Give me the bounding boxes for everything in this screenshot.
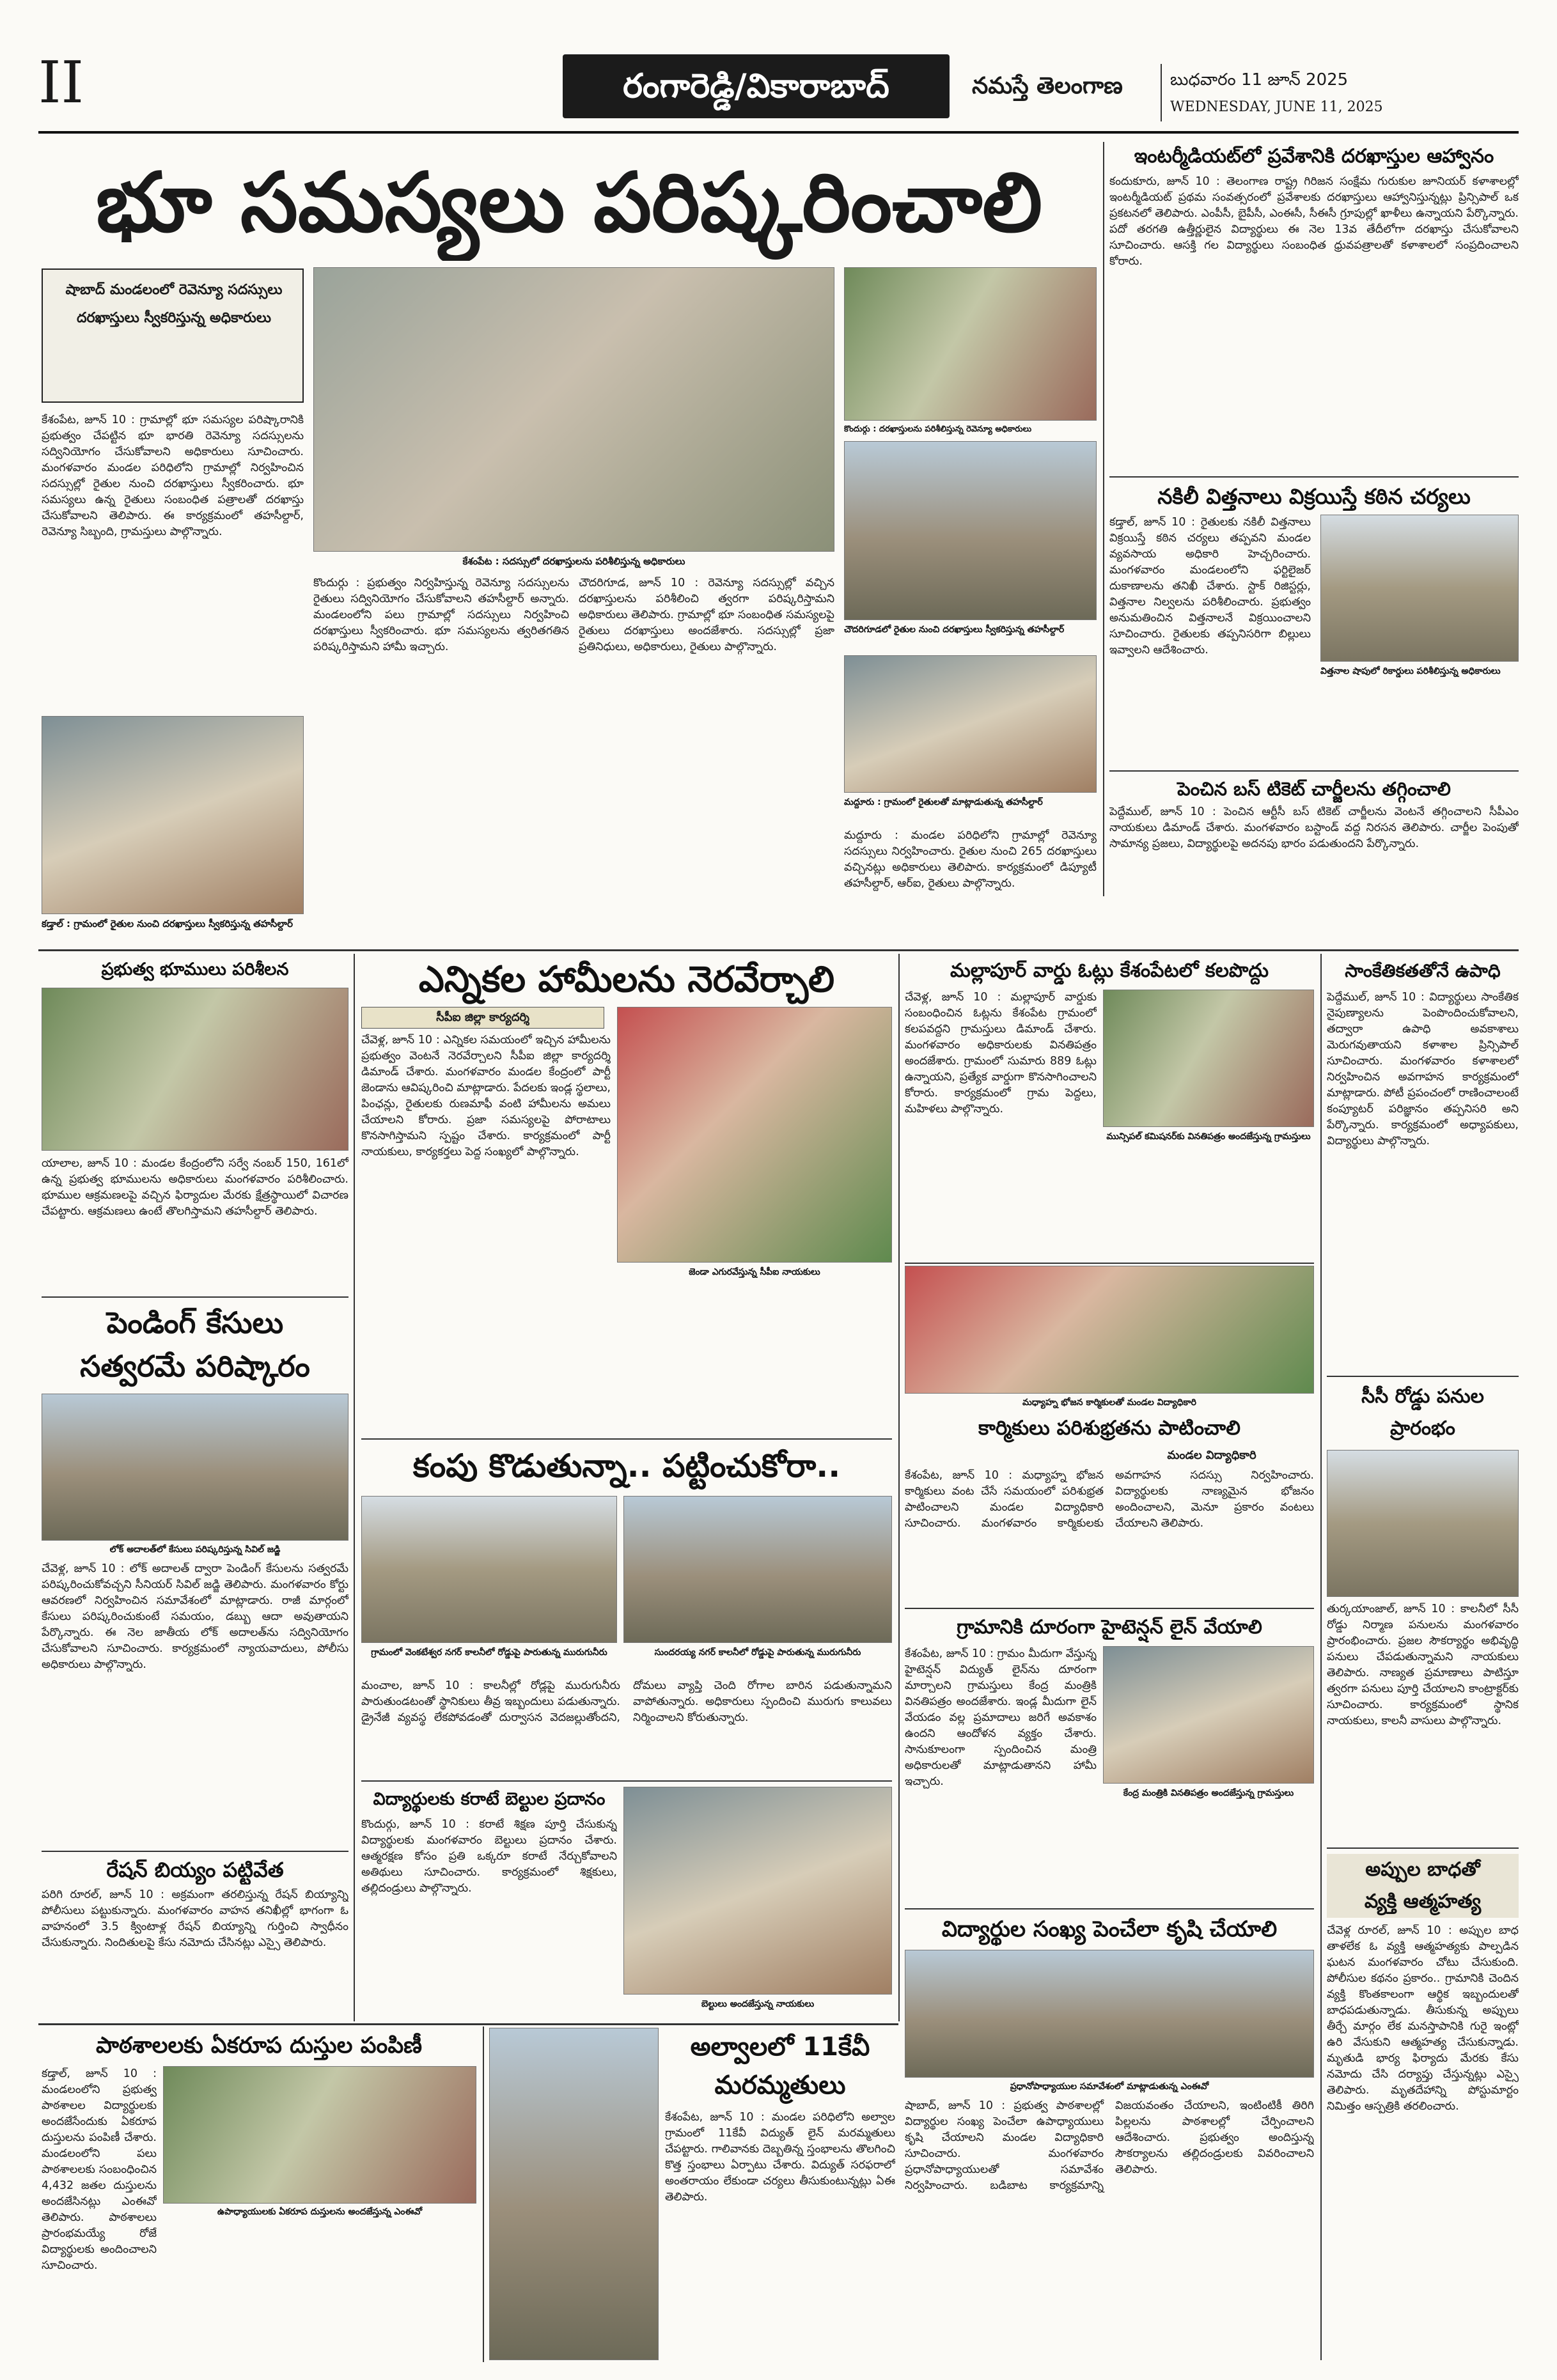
- rule-col-c: [1320, 954, 1322, 2360]
- rule-malla: [905, 1263, 1314, 1264]
- pending-photo: [42, 1394, 348, 1541]
- students-body: షాబాద్, జూన్ 10 : ప్రభుత్వ పాఠశాలల్లో విద్యార్థుల సంఖ్య పెంచేలా ఉపాధ్యాయులు కృషి చేయాలని మండల విద్యాధికారి సూచించారు. మంగళవారం ప్రధానోపాధ్యాయులతో సమావేశం నిర్వహించారు. బడిబాట కార్యక్రమాన్ని విజయవంతం చేయాలని, ఇంటింటికీ తిరిగి పిల్లలను పాఠశాలల్లో చేర్పించాలని ఆదేశించారు. ప్రభుత్వం అందిస్తున్న సౌకర్యాలను తల్లిదండ్రులకు వివరించాలని తెలిపారు.: [905, 2099, 1314, 2192]
- date-telugu: బుధవారం 11 జూన్ 2025: [1170, 70, 1349, 89]
- lead-photo-r2: [844, 441, 1097, 620]
- suicide-headline: అప్పుల బాధతో వ్యక్తి ఆత్మహత్య: [1364, 1858, 1482, 1913]
- masthead: [0, 0, 1557, 137]
- lead-photo-r3: [844, 655, 1097, 793]
- lead-photo-r1: [844, 267, 1097, 421]
- promises-headline: ఎన్నికల హామీలను నెరవేర్చాలి: [418, 959, 835, 1000]
- stink-caption-2: సుందరయ్య నగర్ కాలనీలో రోడ్డుపై పారుతున్న మురుగునీరు: [654, 1647, 861, 1658]
- uniform-headline: పాఠశాలలకు ఏకరూప దుస్తుల పంపిణీ: [95, 2033, 423, 2058]
- rule-row2: [38, 2023, 898, 2025]
- lead-body-col3: చౌదరిగూడ, జూన్ 10 : రెవెన్యూ సదస్సుల్లో వచ్చిన దరఖాస్తులను పరిశీలించి త్వరగా పరిష్కరిస్తామని అధికారులు తెలిపారు. గ్రామాల్లో భూ సంబంధిత సమస్యలపై రైతులు దరఖాస్తులు అందజేశారు. సదస్సుల్లో ప్రజా ప్రతినిధులు, అధికారులు, రైతులు పాల్గొన్నారు.: [579, 577, 834, 653]
- promises-photo: [617, 1007, 892, 1263]
- workers-body: కేశంపేట, జూన్ 10 : మధ్యాహ్న భోజన కార్మికులు వంట చేసే సమయంలో పరిశుభ్రత పాటించాలని మండల విద్యాధికారి సూచించారు. మంగళవారం కార్మికులకు అవగాహన సదస్సు నిర్వహించారు. విద్యార్థులకు నాణ్యమైన భోజనం అందించాలని, మెనూ ప్రకారం వంటలు చేయాలని తెలిపారు.: [905, 1469, 1314, 1530]
- bus-headline: పెంచిన బస్ టికెట్ చార్జీలను తగ్గించాలి: [1177, 778, 1451, 800]
- govland-body: యాలాల, జూన్ 10 : మండల కేంద్రంలోని సర్వే నంబర్ 150, 161లో ఉన్న ప్రభుత్వ భూములను అధికారులు మంగళవారం పరిశీలించారు. భూముల ఆక్రమణలపై వచ్చిన ఫిర్యాదుల మేరకు క్షేత్రస్థాయిలో విచారణ చేపట్టారు. ఆక్రమణలు ఉంటే తొలగిస్తామని తహసీల్దార్ తెలిపారు.: [42, 1157, 348, 1218]
- stink-headline: కంపు కొడుతున్నా.. పట్టించుకోరా..: [412, 1447, 841, 1484]
- tech-headline: సాంకేతికతతోనే ఉపాధి: [1345, 960, 1501, 981]
- promises-body: చేవెళ్ల, జూన్ 10 : ఎన్నికల సమయంలో ఇచ్చిన హామీలను ప్రభుత్వం వెంటనే నెరవేర్చాలని సీపీఐ జిల్లా కార్యదర్శి డిమాండ్ చేశారు. మంగళవారం మండల కేంద్రంలో పార్టీ జెండాను ఆవిష్కరించి మాట్లాడారు. పేదలకు ఇండ్ల స్థలాలు, పింఛన్లు, రైతులకు రుణమాఫీ వంటి హామీలను అమలు చేయాలని కోరారు. ప్రజా సమస్యలపై పోరాటాలు కొనసాగిస్తామని స్పష్టం చేశారు. కార్యక్రమంలో పార్టీ నాయకులు, కార్యకర్తలు పెద్ద సంఖ్యలో పాల్గొన్నారు.: [361, 1034, 611, 1158]
- govland-photo: [42, 988, 348, 1151]
- students-headline: విద్యార్థుల సంఖ్య పెంచేలా కృషి చేయాలి: [941, 1917, 1278, 1942]
- lead-photo-left: [42, 716, 304, 914]
- page-number: II: [38, 49, 84, 116]
- lead-headline: భూ సమస్యలు పరిష్కరించాలి: [95, 155, 1043, 251]
- cc-photo: [1327, 1450, 1519, 1597]
- inter-headline: ఇంటర్మీడియట్‌లో ప్రవేశానికి దరఖాస్తుల ఆహ్వానం: [1134, 145, 1494, 167]
- stink-body: మంచాల, జూన్ 10 : కాలనీల్లో రోడ్లపై మురుగునీరు పారుతుండటంతో స్థానికులు తీవ్ర ఇబ్బందులు పడుతున్నారు. డ్రైనేజీ వ్యవస్థ లేకపోవడంతో దుర్వాసన వెదజల్లుతోందని, దోమలు వ్యాప్తి చెంది రోగాల బారిన పడుతున్నామని వాపోతున్నారు. అధికారులు స్పందించి మురుగు కాలువలు నిర్మించాలని కోరుతున్నారు.: [361, 1679, 892, 1724]
- promises-kicker: సీపీఐ జిల్లా కార్యదర్శి: [436, 1011, 529, 1024]
- malla-headline: మల్లాపూర్ వార్డు ఓట్లు కేశంపేటలో కలపొద్దు: [950, 960, 1269, 982]
- lead-kicker: షాబాద్ మండలంలో రెవెన్యూ సదస్సులు దరఖాస్తులు స్వీకరిస్తున్న అధికారులు: [65, 282, 283, 326]
- rule-pending: [42, 1851, 348, 1852]
- lead-kicker-box: [42, 268, 304, 403]
- stink-photo-2: [623, 1496, 892, 1643]
- power-body: కేశంపేట, జూన్ 10 : మండల పరిధిలోని అల్వాల గ్రామంలో 11కేవీ విద్యుత్ లైన్ మరమ్మతులు చేపట్టారు. గాలివానకు దెబ్బతిన్న స్తంభాలను తొలగించి కొత్త స్తంభాలు ఏర్పాటు చేశారు. విద్యుత్ సరఫరాలో అంతరాయం లేకుండా చర్యలు తీసుకుంటున్నట్లు ఏఈ తెలిపారు.: [665, 2111, 895, 2204]
- hightension-body: కేశంపేట, జూన్ 10 : గ్రామం మీదుగా వేస్తున్న హైటెన్షన్ విద్యుత్ లైన్‌ను దూరంగా మార్చాలని గ్రామస్తులు కేంద్ర మంత్రికి వినతిపత్రం అందజేశారు. ఇండ్ల మీదుగా లైన్ వేయడం వల్ల ప్రమాదాలు జరిగే అవకాశం ఉందని ఆందోళన వ్యక్తం చేశారు. సానుకూలంగా స్పందించిన మంత్రి అధికారులతో మాట్లాడుతానని హామీ ఇచ్చారు.: [905, 1647, 1097, 1788]
- karate-body: కొందుర్గు, జూన్ 10 : కరాటే శిక్షణ పూర్తి చేసుకున్న విద్యార్థులకు మంగళవారం బెల్టులు ప్రదానం చేశారు. ఆత్మరక్షణ కోసం ప్రతి ఒక్కరూ కరాటే నేర్చుకోవాలని అతిథులు సూచించారు. కార్యక్రమంలో శిక్షకులు, తల్లిదండ్రులు పాల్గొన్నారు.: [361, 1818, 617, 1895]
- paper-name: నమస్తే తెలంగాణ: [972, 73, 1123, 99]
- rule-col-b: [898, 954, 900, 2021]
- rule-tech: [1327, 1376, 1519, 1377]
- karate-photo: [623, 1787, 892, 1995]
- promises-kicker-box: [361, 1007, 604, 1029]
- uniform-photo: [163, 2066, 476, 2204]
- lead-body-col4: మద్దూరు : మండల పరిధిలోని గ్రామాల్లో రెవెన్యూ సదస్సులు నిర్వహించారు. రైతుల నుంచి 265 దరఖాస్తులు వచ్చినట్లు అధికారులు తెలిపారు. కార్యక్రమంలో డిప్యూటీ తహసీల్దార్, ఆర్ఐ, రైతులు పాల్గొన్నారు.: [844, 829, 1097, 890]
- tech-body: పెద్దేముల్, జూన్ 10 : విద్యార్థులు సాంకేతిక నైపుణ్యాలను పెంపొందించుకోవాలని, తద్వారా ఉపాధి అవకాశాలు మెరుగవుతాయని కళాశాల ప్రిన్సిపాల్ సూచించారు. మంగళవారం కళాశాలలో నిర్వహించిన అవగాహన కార్యక్రమంలో మాట్లాడారు. పోటీ ప్రపంచంలో రాణించాలంటే కంప్యూటర్ పరిజ్ఞానం తప్పనిసరి అని పేర్కొన్నారు. కార్యక్రమంలో అధ్యాపకులు, విద్యార్థులు పాల్గొన్నారు.: [1327, 991, 1519, 1147]
- workers-caption: మధ్యాహ్న భోజన కార్మికులతో మండల విద్యాధికారి: [1022, 1397, 1196, 1408]
- pending-caption: లోక్ అదాలత్‌లో కేసులు పరిష్కరిస్తున్న సివిల్ జడ్జి: [109, 1544, 281, 1555]
- karate-headline: విద్యార్థులకు కరాటే బెల్టుల ప్రదానం: [373, 1789, 606, 1809]
- promises-caption: జెండా ఎగురవేస్తున్న సీపీఐ నాయకులు: [689, 1267, 820, 1277]
- masthead-rule: [38, 131, 1519, 134]
- karate-caption: బెల్టులు అందజేస్తున్న నాయకులు: [701, 1999, 815, 2009]
- lead-photo-main: [313, 267, 834, 552]
- pending-body: చేవెళ్ల, జూన్ 10 : లోక్ అదాలత్ ద్వారా పెండింగ్ కేసులను సత్వరమే పరిష్కరించుకోవచ్చని సీనియర్ సివిల్ జడ్జి తెలిపారు. మంగళవారం కోర్టు ఆవరణలో నిర్వహించిన సమావేశంలో మాట్లాడారు. రాజీ మార్గంలో కేసులు పరిష్కరించుకుంటే సమయం, డబ్బు ఆదా అవుతాయని పేర్కొన్నారు. ఈ నెల జాతీయ లోక్ అదాలత్‌ను సద్వినియోగం చేసుకోవాలని సూచించారు. కార్యక్రమంలో న్యాయవాదులు, పోలీసు అధికారులు పాల్గొన్నారు.: [42, 1562, 348, 1671]
- students-photo: [905, 1950, 1314, 2078]
- lead-body-col1: కేశంపేట, జూన్ 10 : గ్రామాల్లో భూ సమస్యల పరిష్కారానికి ప్రభుత్వం చేపట్టిన భూ భారతి రెవెన్యూ సదస్సులను సద్వినియోగం చేసుకోవాలని అధికారులు సూచించారు. మంగళవారం మండల పరిధిలోని గ్రామాల్లో నిర్వహించిన సదస్సుల్లో రైతుల నుంచి దరఖాస్తులు స్వీకరించారు. భూ సమస్యలు ఉన్న రైతులు సంబంధిత పత్రాలతో దరఖాస్తు చేసుకోవాలని తెలిపారు. ఈ కార్యక్రమంలో తహసీల్దార్, రెవెన్యూ సిబ్బంది, గ్రామస్తులు పాల్గొన్నారు.: [42, 414, 304, 538]
- lead-caption-main: కేశంపేట : సదస్సులో దరఖాస్తులను పరిశీలిస్తున్న అధికారులు: [462, 556, 685, 567]
- hightension-photo: [1103, 1646, 1314, 1784]
- cc-body: తుర్కయాంజాల్, జూన్ 10 : కాలనీలో సీసీ రోడ్డు నిర్మాణ పనులను మంగళవారం ప్రారంభించారు. ప్రజల సౌకర్యార్థం అభివృద్ధి పనులు చేపడుతున్నామని నాయకులు తెలిపారు. నాణ్యత ప్రమాణాలు పాటిస్తూ త్వరగా పనులు పూర్తి చేయాలని కాంట్రాక్టర్‌కు సూచించారు. కార్యక్రమంలో స్థానిక నాయకులు, కాలనీ వాసులు పాల్గొన్నారు.: [1327, 1603, 1519, 1727]
- power-photo: [489, 2028, 659, 2360]
- rule-col-d: [483, 2026, 484, 2362]
- lead-caption-r3: మద్దూరు : గ్రామంలో రైతులతో మాట్లాడుతున్న తహసీల్దార్: [844, 797, 1043, 807]
- pending-headline: పెండింగ్ కేసులు సత్వరమే పరిష్కారం: [80, 1305, 310, 1383]
- lead-body-col2: కొందుర్గు : ప్రభుత్వం నిర్వహిస్తున్న రెవెన్యూ సదస్సులను రైతులు సద్వినియోగం చేసుకోవాలని తహసీల్దార్ అన్నారు. మండలంలోని పలు గ్రామాల్లో సదస్సులు నిర్వహించి దరఖాస్తులు స్వీకరించారు. భూ సమస్యలను త్వరితగతిన పరిష్కరిస్తామని హామీ ఇచ్చారు.: [313, 577, 569, 653]
- rule-govland: [42, 1296, 348, 1298]
- rule-lead-right: [1103, 142, 1104, 896]
- lead-caption-r2: చౌదరిగూడలో రైతుల నుంచి దరఖాస్తులు స్వీకరిస్తున్న తహసీల్దార్: [844, 625, 1065, 635]
- suicide-headline-box: [1327, 1854, 1519, 1918]
- workers-headline: కార్మికులు పరిశుభ్రతను పాటించాలి: [978, 1417, 1240, 1440]
- power-headline: అల్వాలలో 11కేవీ మరమ్మతులు: [690, 2032, 870, 2100]
- rule-hightension: [905, 1908, 1314, 1909]
- rule-workers: [905, 1608, 1314, 1609]
- rule-col-a: [354, 954, 355, 2021]
- malla-caption-1: మున్సిపల్ కమిషనర్‌కు వినతిపత్రం అందజేస్తున్న గ్రామస్తులు: [1106, 1132, 1311, 1142]
- rule-stink: [361, 1780, 892, 1782]
- lead-caption-left: కడ్తాల్ : గ్రామంలో రైతుల నుంచి దరఖాస్తులు స్వీకరిస్తున్న తహసీల్దార్: [42, 918, 293, 929]
- workers-photo: [905, 1266, 1314, 1394]
- section-title: రంగారెడ్డి/వికారాబాద్: [623, 67, 889, 105]
- hightension-caption: కేంద్ర మంత్రికి వినతిపత్రం అందజేస్తున్న గ్రామస్తులు: [1123, 1788, 1294, 1798]
- inter-body: కందుకూరు, జూన్ 10 : తెలంగాణ రాష్ట్ర గిరిజన సంక్షేమ గురుకుల జూనియర్ కళాశాలల్లో ఇంటర్మీడియట్ ప్రథమ సంవత్సరంలో ప్రవేశాలకు దరఖాస్తులు ఆహ్వానిస్తున్నట్లు ప్రిన్సిపాల్ ఒక ప్రకటనలో తెలిపారు. ఎంపీసీ, బైపీసీ, ఎంఈసీ, సీఈసీ గ్రూపుల్లో ఖాళీలు ఉన్నాయని పేర్కొన్నారు. పదో తరగతి ఉత్తీర్ణులైన విద్యార్థులు ఈ నెల 13వ తేదీలోగా దరఖాస్తు చేసుకోవాలని సూచించారు. ఆసక్తి గల విద్యార్థులు సంబంధిత ధ్రువపత్రాలతో కళాశాలలో సంప్రదించాలని కోరారు.: [1109, 175, 1519, 268]
- rule-promises: [361, 1438, 892, 1440]
- malla-body: చేవెళ్ల, జూన్ 10 : మల్లాపూర్ వార్డుకు సంబంధించిన ఓట్లను కేశంపేట గ్రామంలో కలపవద్దని గ్రామస్తులు డిమాండ్ చేశారు. మంగళవారం అధికారులకు వినతిపత్రం అందజేశారు. గ్రామంలో సుమారు 889 ఓట్లు ఉన్నాయని, ప్రత్యేక వార్డుగా కొనసాగించాలని కోరారు. కార్యక్రమంలో గ్రామ పెద్దలు, మహిళలు పాల్గొన్నారు.: [905, 991, 1097, 1116]
- bus-body: పెద్దేముల్, జూన్ 10 : పెంచిన ఆర్టీసీ బస్ టికెట్ చార్జీలను వెంటనే తగ్గించాలని సీపీఎం నాయకులు డిమాండ్ చేశారు. మంగళవారం బస్టాండ్ వద్ద నిరసన తెలిపారు. చార్జీల పెంపుతో సామాన్య ప్రజలు, విద్యార్థులపై అదనపు భారం పడుతుందని పేర్కొన్నారు.: [1109, 805, 1519, 850]
- seeds-photo: [1320, 515, 1519, 662]
- suicide-body: చేవెళ్ల రూరల్, జూన్ 10 : అప్పుల బాధ తాళలేక ఓ వ్యక్తి ఆత్మహత్యకు పాల్పడిన ఘటన మంగళవారం చోటు చేసుకుంది. పోలీసుల కథనం ప్రకారం.. గ్రామానికి చెందిన వ్యక్తి కొంతకాలంగా ఆర్థిక ఇబ్బందులతో బాధపడుతున్నాడు. తీసుకున్న అప్పులు తీర్చే మార్గం లేక మనస్తాపానికి గురై ఇంట్లో ఉరి వేసుకుని ఆత్మహత్య చేసుకున్నాడు. మృతుడి భార్య ఫిర్యాదు మేరకు కేసు నమోదు చేసి దర్యాప్తు చేస్తున్నట్లు ఎస్సై తెలిపారు. మృతదేహాన్ని పోస్టుమార్టం నిమిత్తం ఆస్పత్రికి తరలించారు.: [1327, 1924, 1519, 2113]
- rule-cc: [1327, 1847, 1519, 1849]
- stink-photo-1: [361, 1496, 617, 1643]
- rule-inter: [1109, 476, 1519, 478]
- uniform-body: కడ్తాల్, జూన్ 10 : మండలంలోని ప్రభుత్వ పాఠశాలల విద్యార్థులకు అందజేసేందుకు ఏకరూప దుస్తులను పంపిణీ చేశారు. మండలంలోని పలు పాఠశాలలకు సంబంధించిన 4,432 జతల దుస్తులను అందజేసినట్లు ఎంఈవో తెలిపారు. పాఠశాలలు ప్రారంభమయ్యే రోజే విద్యార్థులకు అందించాలని సూచించారు.: [42, 2067, 157, 2272]
- date-english: WEDNESDAY, JUNE 11, 2025: [1170, 99, 1383, 115]
- stink-caption-1: గ్రామంలో వెంకటేశ్వర నగర్ కాలనీలో రోడ్డుపై పారుతున్న మురుగునీరు: [371, 1647, 607, 1658]
- section-banner: [563, 54, 950, 118]
- seeds-body: కడ్తాల్, జూన్ 10 : రైతులకు నకిలీ విత్తనాలు విక్రయిస్తే కఠిన చర్యలు తప్పవని మండల వ్యవసాయ అధికారి హెచ్చరించారు. మంగళవారం మండలంలోని ఫర్టిలైజర్ దుకాణాలను తనిఖీ చేశారు. స్టాక్ రిజిస్టర్లు, విత్తనాల నిల్వలను పరిశీలించారు. ప్రభుత్వం అనుమతించిన విత్తనాలనే విక్రయించాలని సూచించారు. రైతులకు తప్పనిసరిగా బిల్లులు ఇవ్వాలని ఆదేశించారు.: [1109, 516, 1311, 657]
- cc-headline: సీసీ రోడ్డు పనుల ప్రారంభం: [1361, 1385, 1484, 1440]
- rule-seeds: [1109, 770, 1519, 772]
- malla-photo-1: [1103, 990, 1314, 1127]
- masthead-divider: [1161, 64, 1162, 121]
- seeds-caption: విత్తనాల షాపులో రికార్డులు పరిశీలిస్తున్న అధికారులు: [1320, 666, 1501, 676]
- students-caption: ప్రధానోపాధ్యాయుల సమావేశంలో మాట్లాడుతున్న ఎంఈవో: [1010, 2081, 1209, 2092]
- hightension-headline: గ్రామానికి దూరంగా హైటెన్షన్ లైన్ వేయాలి: [957, 1616, 1262, 1638]
- seeds-headline: నకిలీ విత్తనాలు విక్రయిస్తే కఠిన చర్యలు: [1157, 484, 1471, 509]
- lead-caption-r1: కొందుర్గు : దరఖాస్తులను పరిశీలిస్తున్న రెవెన్యూ అధికారులు: [844, 424, 1032, 434]
- rule-row1: [38, 949, 1519, 951]
- workers-kicker: మండల విద్యాధికారి: [1167, 1449, 1256, 1462]
- ration-body: పరిగి రూరల్, జూన్ 10 : అక్రమంగా తరలిస్తున్న రేషన్ బియ్యాన్ని పోలీసులు పట్టుకున్నారు. మంగళవారం వాహన తనిఖీల్లో భాగంగా ఓ వాహనంలో 3.5 క్వింటాళ్ల రేషన్ బియ్యాన్ని గుర్తించి స్వాధీనం చేసుకున్నారు. నిందితులపై కేసు నమోదు చేసినట్లు ఎస్సై తెలిపారు.: [42, 1888, 348, 1949]
- ration-headline: రేషన్ బియ్యం పట్టివేత: [106, 1858, 284, 1882]
- govland-headline: ప్రభుత్వ భూములు పరిశీలన: [101, 960, 289, 979]
- uniform-caption: ఉపాధ్యాయులకు ఏకరూప దుస్తులను అందజేస్తున్న ఎంఈవో: [217, 2207, 423, 2217]
